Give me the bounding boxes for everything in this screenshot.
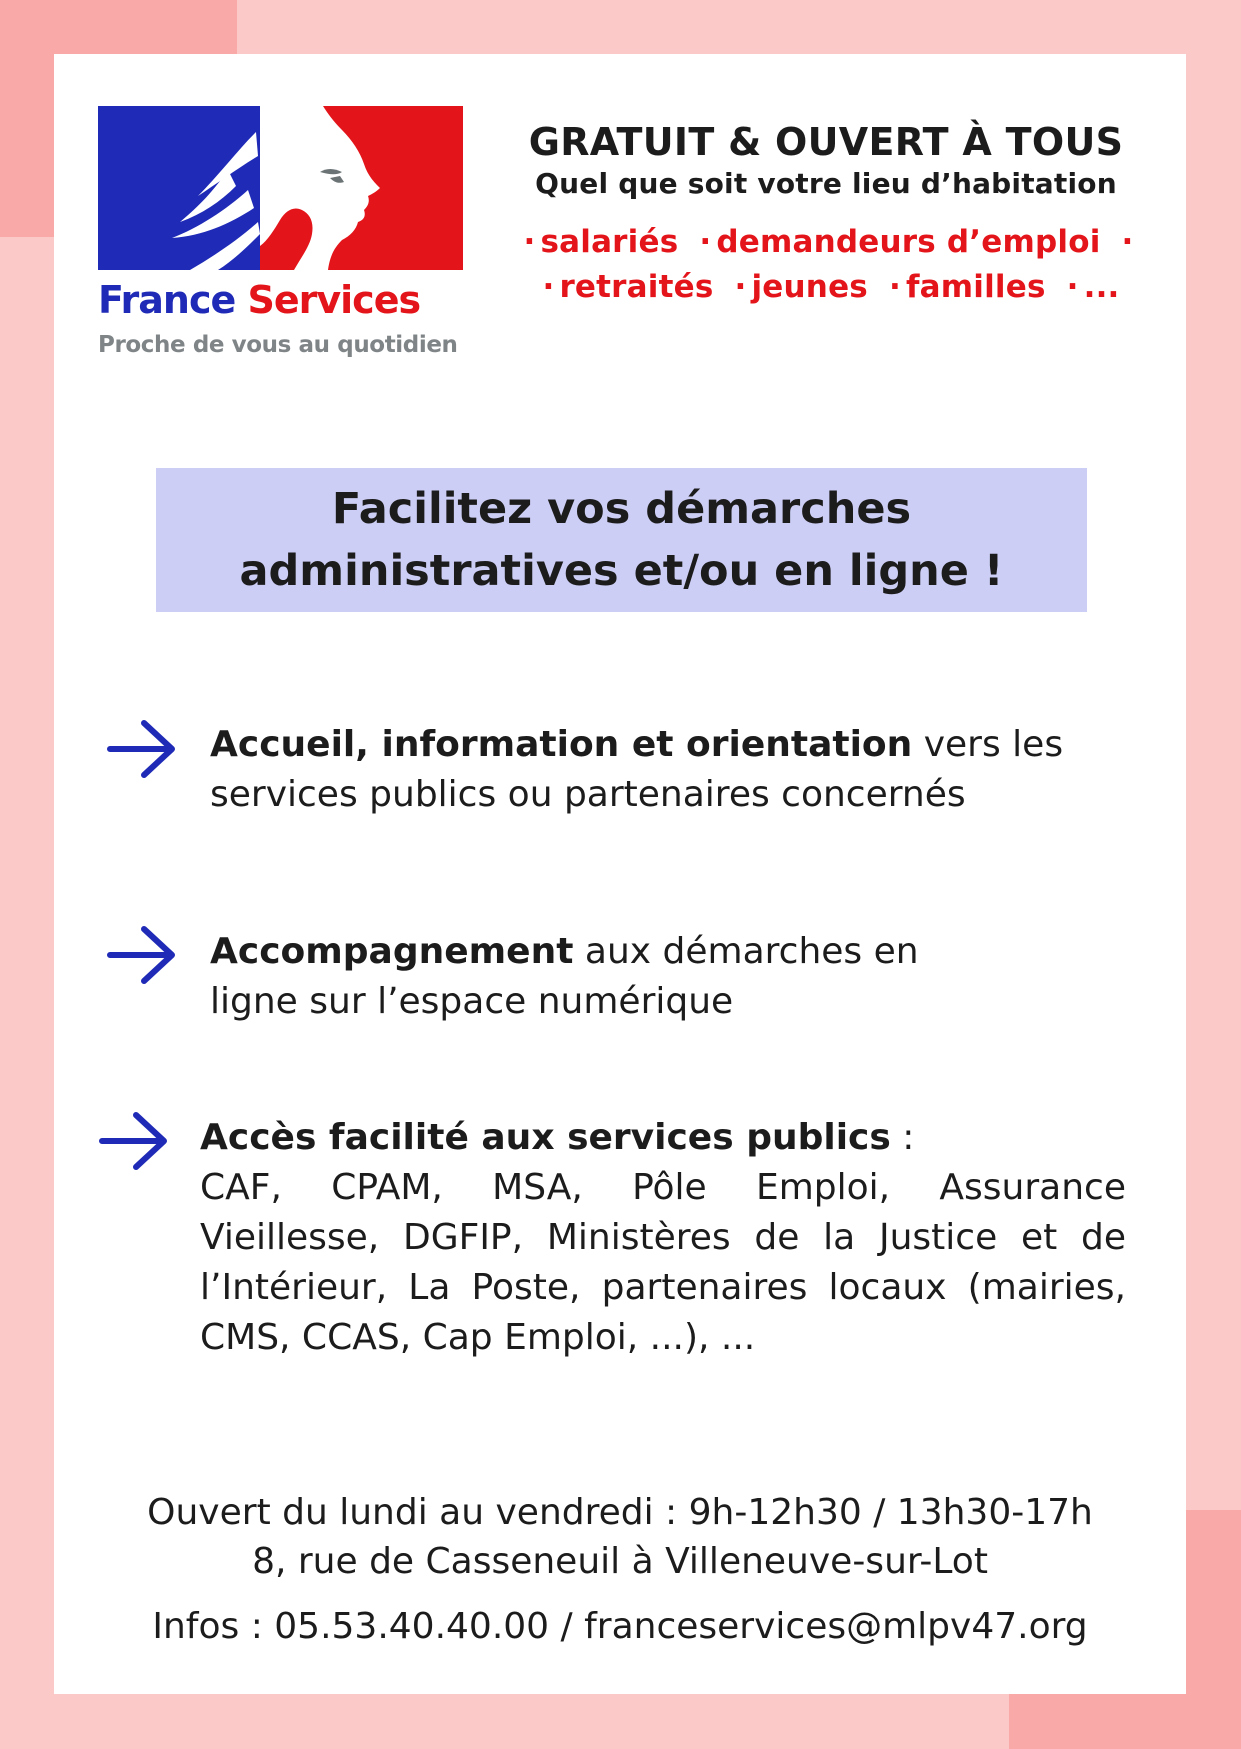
banner-line-1: Facilitez vos démarches [331,484,912,534]
feature-body: CAF, CPAM, MSA, Pôle Emploi, Assurance Vieillesse, DGFIP, Ministères de la Justice et de l’Intérieur, La Poste, partenaires locaux (mairies, CMS, CCAS, Cap Emploi, ...), ... [200,1167,1126,1358]
header [476,120,1176,310]
address: 8, rue de Casseneuil à Villeneuve-sur-Lot [252,1541,988,1582]
opening-hours: Ouvert du lundi au vendredi : 9h-12h30 / 13h30-17h [147,1492,1093,1533]
feature-acces [200,1113,1126,1363]
headline-banner [156,468,1087,612]
france-services-logo [98,106,463,364]
audience-item: salariés [540,224,679,260]
feature-title: Accès facilité aux services publics [200,1117,891,1158]
arrow-right-icon [106,924,178,986]
audience-list: · salariés · demandeurs d’emploi · · retraités · jeunes · familles · ... [523,224,1134,305]
feature-text: vers les [912,724,1064,765]
feature-text: aux démarches en [573,931,919,972]
feature-text: ligne sur l’espace numérique [210,981,734,1022]
feature-text: : [890,1117,915,1158]
feature-accompagnement [210,927,1160,1027]
audience-item: jeunes [751,269,868,305]
arrow-right-icon [98,1110,170,1172]
audience-item: demandeurs d’emploi [716,224,1101,260]
brand-name [98,278,420,322]
contact-info: Infos : 05.53.40.40.00 / franceservices@mlpv47.org [152,1606,1088,1647]
feature-text: services publics ou partenaires concernés [210,774,966,815]
audience-item: retraités [559,269,714,305]
subheadline: Quel que soit votre lieu d’habitation [535,167,1117,200]
feature-title: Accueil, information et orientation [210,724,913,765]
marianne-emblem-icon [98,106,463,272]
banner-line-2: administratives et/ou en ligne ! [239,546,1004,596]
audience-item: ... [1083,269,1120,305]
feature-accueil [210,720,1160,820]
brand-services: Services [247,278,421,322]
audience-item: familles [905,269,1046,305]
arrow-right-icon [106,718,178,780]
brand-france: France [98,278,236,322]
headline: GRATUIT & OUVERT À TOUS [528,120,1124,164]
feature-title: Accompagnement [210,931,574,972]
brand-tagline: Proche de vous au quotidien [98,332,458,358]
